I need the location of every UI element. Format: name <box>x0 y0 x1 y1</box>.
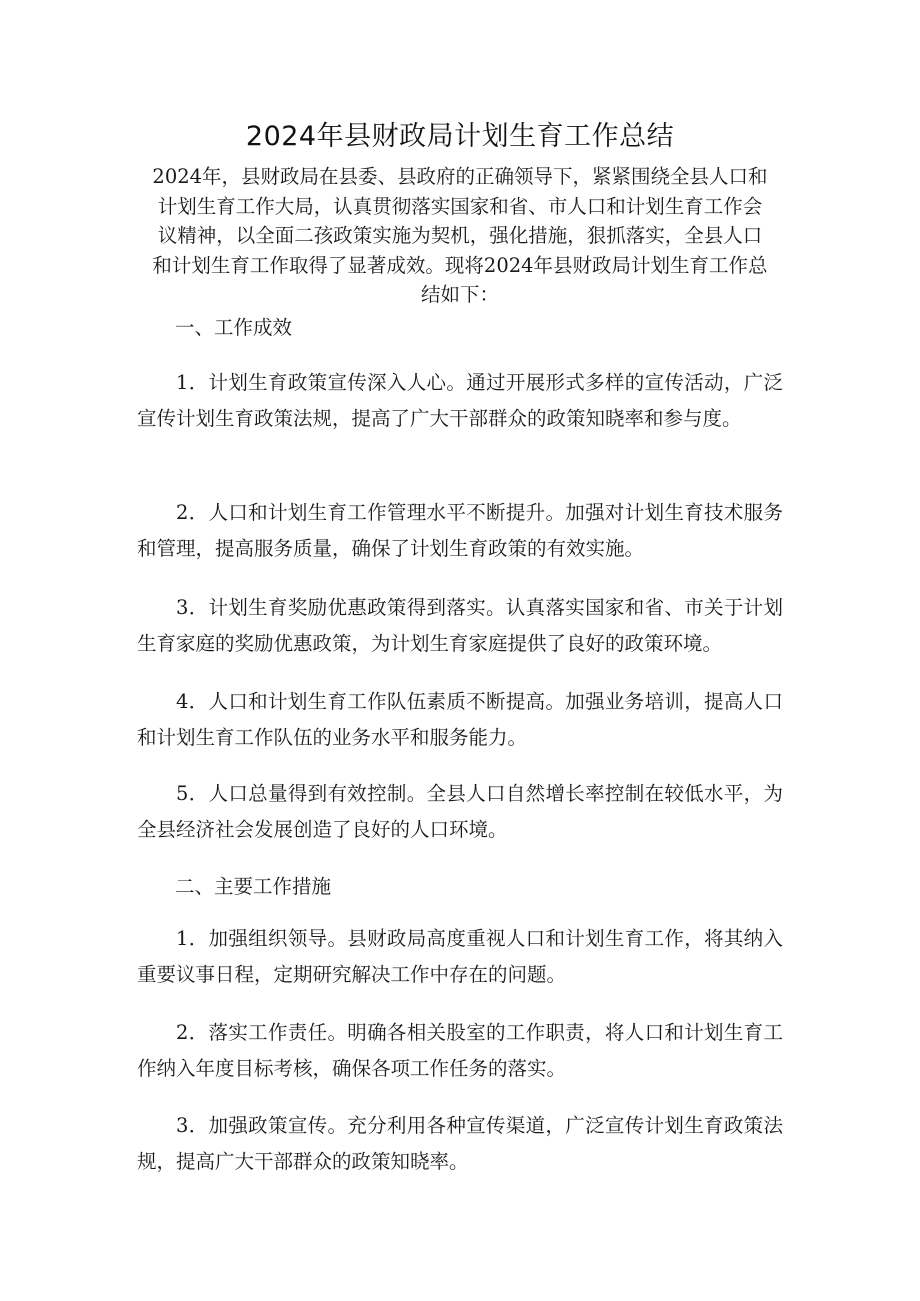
measures-item-2: 2．落实工作责任。明确各相关股室的工作职责，将人口和计划生育工作纳入年度目标考核，确保各项工作任务的落实。 <box>137 1021 783 1080</box>
results-item-1: 1．计划生育政策宣传深入人心。通过开展形式多样的宣传活动，广泛宣传计划生育政策法规，提高了广大干部群众的政策知晓率和参与度。 <box>137 371 783 430</box>
results-item-3: 3．计划生育奖励优惠政策得到落实。认真落实国家和省、市关于计划生育家庭的奖励优惠政策，为计划生育家庭提供了良好的政策环境。 <box>137 596 783 655</box>
measures-item-3: 3．加强政策宣传。充分利用各种宣传渠道，广泛宣传计划生育政策法规，提高广大干部群众的政策知晓率。 <box>137 1114 783 1173</box>
results-item-2: 2．人口和计划生育工作管理水平不断提升。加强对计划生育技术服务和管理，提高服务质量，确保了计划生育政策的有效实施。 <box>137 501 783 560</box>
section-heading-measures: 二、主要工作措施 <box>175 875 332 898</box>
intro-paragraph: 2024年，县财政局在县委、县政府的正确领导下，紧紧围绕全县人口和计划生育工作大局，认真贯彻落实国家和省、市人口和计划生育工作会议精神，以全面二孩政策实施为契机，强化措施，狠抓落实，全县人口和计划生育工作取得了显著成效。现将2024年县财政局计划生育工作总结如下： <box>152 165 768 306</box>
results-item-4: 4．人口和计划生育工作队伍素质不断提高。加强业务培训，提高人口和计划生育工作队伍的业务水平和服务能力。 <box>137 690 783 749</box>
measures-item-1: 1．加强组织领导。县财政局高度重视人口和计划生育工作，将其纳入重要议事日程，定期研究解决工作中存在的问题。 <box>137 927 783 986</box>
section-heading-results: 一、工作成效 <box>175 316 293 339</box>
results-item-5: 5．人口总量得到有效控制。全县人口自然增长率控制在较低水平，为全县经济社会发展创造了良好的人口环境。 <box>137 782 783 841</box>
document-title: 2024年县财政局计划生育工作总结 <box>245 121 675 152</box>
